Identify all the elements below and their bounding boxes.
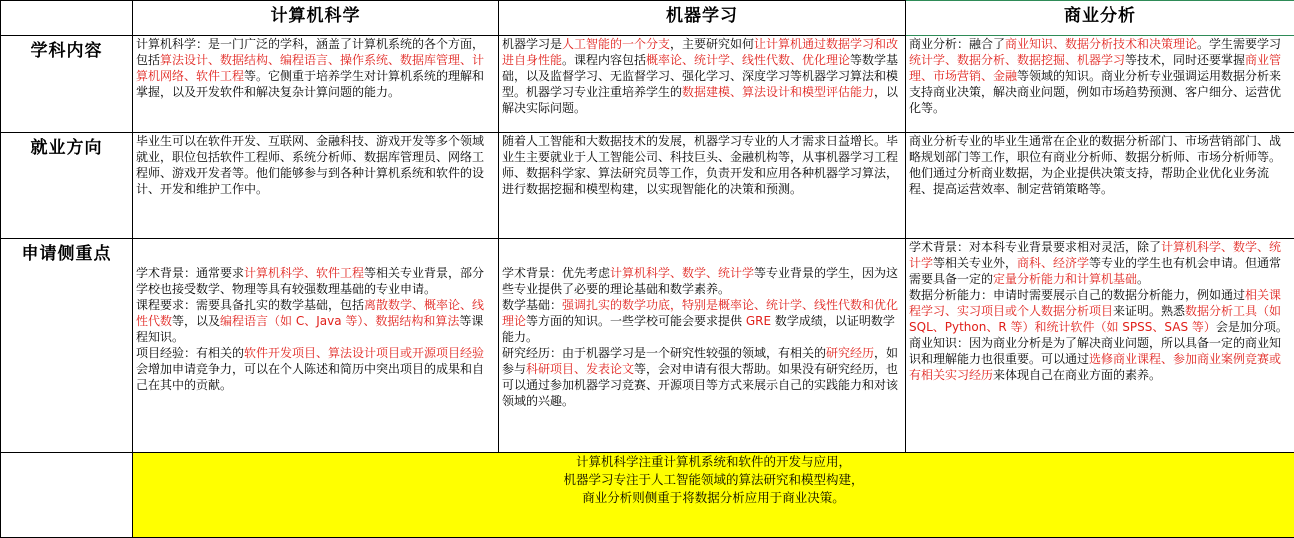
cell-career-ml — [499, 133, 906, 239]
column-header-ml: 机器学习 — [499, 1, 906, 36]
highlighted-text: 商科、经济学 — [1017, 256, 1090, 270]
highlighted-text: 计算机科学、软件工程 — [244, 266, 365, 280]
cell-text: ，如参与 — [502, 346, 899, 376]
cell-text: 来证明。熟悉 — [1113, 304, 1186, 318]
cell-text: 学术背景：优先考虑 — [502, 266, 611, 280]
highlighted-text: GRE — [745, 314, 772, 328]
row-header-content: 学科内容 — [1, 36, 133, 133]
summary-row — [1, 453, 1294, 538]
highlighted-text: 商业知识、数据分析技术和决策理论 — [1005, 37, 1198, 51]
cell-text: 学术背景：通常要求 — [136, 266, 245, 280]
column-header-cs: 计算机科学 — [133, 1, 499, 36]
header-row — [1, 1, 1294, 36]
row-header-career: 就业方向 — [1, 133, 133, 239]
cell-text: 商业知识：因为商业分析是为了解决商业问题，所以具备一定的商业知识和理解能力也很重要。可以通过 — [909, 336, 1282, 366]
summary-line: 机器学习专注于人工智能领域的算法研究和模型构建， — [563, 472, 864, 487]
highlighted-text: 软件开发项目、算法设计项目或开源项目经验 — [244, 346, 485, 360]
highlighted-text: 让计算机通过数据学习和改进自身性能 — [502, 37, 899, 67]
highlighted-text: 定量分析能力和计算机基础 — [993, 272, 1138, 286]
cell-paragraph — [136, 265, 495, 297]
cell-content-ba — [906, 36, 1294, 133]
cell-text: 等数学基础，以及监督学习、无监督学习、强化学习、深度学习等机器学习算法和模型。机器学习专业注重培养学生的 — [502, 53, 899, 99]
cell-text: 会是加分项。 — [1215, 320, 1288, 334]
cell-text: 等专业背景的学生，因为这些专业提供了必要的理论基础和数学素养。 — [502, 266, 899, 296]
summary-label-cell — [1, 453, 133, 538]
cell-text: 计算机科学：是一门广泛的学科，涵盖了计算机系统的各个方面，包括 — [136, 37, 485, 67]
cell-text: 等。它侧重于培养学生对计算机系统的理解和掌握，以及开发软件和解决复杂计算问题的能力。 — [136, 69, 485, 99]
cell-text: 。 — [1137, 272, 1150, 286]
cell-text: 等相关专业背景，部分学校也接受数学、物理等具有较强数理基础的专业申请。 — [136, 266, 485, 296]
highlighted-text: 编程语言（如 C、Java 等）、数据结构和算法 — [220, 314, 460, 328]
highlighted-text: 研究经历 — [826, 346, 875, 360]
cell-text: 数学基础： — [502, 298, 563, 312]
cell-text: 机器学习是 — [502, 37, 563, 51]
highlighted-text: 强调扎实的数学功底，特别是概率论、统计学、线性代数和优化理论 — [502, 298, 899, 328]
cell-text: 等领域的知识。商业分析专业强调运用数据分析来支持商业决策，解决商业问题，例如市场趋势预测、客户细分、运营优化等。 — [909, 69, 1282, 115]
highlighted-text: 计算机科学、数学、统计学 — [909, 240, 1282, 270]
highlighted-text: 数据分析工具（如 SQL、Python、R 等）和统计软件（如 SPSS、SAS 等） — [909, 304, 1282, 334]
cell-paragraph — [909, 239, 1291, 287]
cell-text: 等相关专业外， — [933, 256, 1018, 270]
cell-application-cs — [133, 239, 499, 453]
cell-career-cs — [133, 133, 499, 239]
highlighted-text: 科研项目、发表论文 — [526, 362, 635, 376]
cell-application-ba — [906, 239, 1294, 453]
column-header-ba: 商业分析 — [906, 1, 1294, 36]
cell-paragraph — [909, 287, 1291, 335]
highlighted-text: 商业管理、市场营销、金融 — [909, 53, 1282, 83]
highlighted-text: 选修商业课程、参加商业案例竞赛或有相关实习经历 — [909, 352, 1282, 382]
cell-text: 等课程知识。 — [136, 314, 484, 344]
summary-line: 商业分析则侧重于将数据分析应用于商业决策。 — [582, 490, 845, 505]
cell-text: 项目经验：有相关的 — [136, 346, 245, 360]
highlighted-text: 计算机科学、数学、统计学 — [610, 266, 755, 280]
cell-content-ml — [499, 36, 906, 133]
cell-text: 。课程内容包括 — [562, 53, 647, 67]
cell-paragraph — [502, 297, 902, 345]
highlighted-text: 数据建模、算法设计和模型评估能力 — [682, 85, 875, 99]
table-row — [1, 36, 1294, 133]
cell-paragraph — [136, 345, 495, 393]
cell-text: 学术背景：对本科专业背景要求相对灵活，除了 — [909, 240, 1162, 254]
cell-text: 数据分析能力：申请时需要展示自己的数据分析能力，例如通过 — [909, 288, 1246, 302]
summary-line: 计算机科学注重计算机系统和软件的开发与应用， — [575, 454, 851, 469]
cell-paragraph — [136, 297, 495, 345]
cell-paragraph — [136, 36, 495, 100]
row-header-application: 申请侧重点 — [1, 239, 133, 453]
corner-cell — [1, 1, 133, 36]
cell-text: 课程要求：需要具备扎实的数学基础，包括 — [136, 298, 365, 312]
cell-text: 数学成绩，以证明数学能力。 — [502, 314, 895, 344]
cell-application-ml — [499, 239, 906, 453]
cell-paragraph — [502, 133, 902, 197]
cell-paragraph — [909, 36, 1291, 116]
highlighted-text: 统计学、数据分析、数据挖掘、机器学习 — [909, 53, 1126, 67]
highlighted-text: 离散数学、概率论、线性代数 — [136, 298, 485, 328]
highlighted-text: 概率论、统计学、线性代数、优化理论 — [646, 53, 851, 67]
cell-text: 等，会对申请有很大帮助。如果没有研究经历，也可以通过参加机器学习竞赛、开源项目等方式来展示自己的实践能力和对该领域的兴趣。 — [502, 362, 899, 408]
highlighted-text: 相关课程学习、实习项目或个人数据分析项目 — [909, 288, 1282, 318]
cell-text: 。学生需要学习 — [1197, 37, 1282, 51]
cell-paragraph — [502, 265, 902, 297]
cell-text: 等专业的学生也有机会申请。但通常需要具备一定的 — [909, 256, 1282, 286]
cell-text: 毕业生可以在软件开发、互联网、金融科技、游戏开发等多个领域就业，职位包括软件工程师、系统分析师、数据库管理员、网络工程师、游戏开发者等。他们能够参与到各种计算机系统和软件的设计、开发和维护工作中。 — [136, 134, 485, 196]
cell-text: 来体现自己在商业方面的素养。 — [993, 368, 1162, 382]
cell-paragraph — [502, 345, 902, 409]
cell-text: 会增加申请竞争力，可以在个人陈述和简历中突出项目的成果和自己在其中的贡献。 — [136, 362, 485, 392]
highlighted-text: 算法设计、数据结构、编程语言、操作系统、数据库管理、计算机网络、软件工程 — [136, 53, 485, 83]
table-row — [1, 239, 1294, 453]
table-row — [1, 133, 1294, 239]
cell-text: 研究经历：由于机器学习是一个研究性较强的领域，有相关的 — [502, 346, 827, 360]
cell-content-cs — [133, 36, 499, 133]
cell-text: 商业分析：融合了 — [909, 37, 1006, 51]
highlighted-text: 人工智能的一个分支 — [562, 37, 671, 51]
cell-paragraph — [909, 335, 1291, 383]
cell-paragraph — [909, 133, 1291, 197]
cell-text: 等，以及 — [172, 314, 221, 328]
cell-text: 等技术，同时还要掌握 — [1125, 53, 1246, 67]
cell-career-ba — [906, 133, 1294, 239]
summary-cell — [133, 453, 1294, 538]
cell-paragraph — [502, 36, 902, 116]
cell-text: 等方面的知识。一些学校可能会要求提供 — [526, 314, 746, 328]
cell-paragraph — [136, 133, 495, 197]
cell-text: ，以解决实际问题。 — [502, 85, 899, 115]
cell-text: 随着人工智能和大数据技术的发展，机器学习专业的人才需求日益增长。毕业生主要就业于人工智能公司、科技巨头、金融机构等，从事机器学习工程师、数据科学家、算法研究员等工作，负责开发和应用各种机器学习算法，进行数据挖掘和模型构建，以实现智能化的决策和预测。 — [502, 134, 899, 196]
cell-text: 商业分析专业的毕业生通常在企业的数据分析部门、市场营销部门、战略规划部门等工作，职位有商业分析师、数据分析师、市场分析师等。他们通过分析商业数据，为企业提供决策支持，帮助企业优化业务流程、提高运营效率、制定营销策略等。 — [909, 134, 1282, 196]
cell-text: ，主要研究如何 — [670, 37, 755, 51]
